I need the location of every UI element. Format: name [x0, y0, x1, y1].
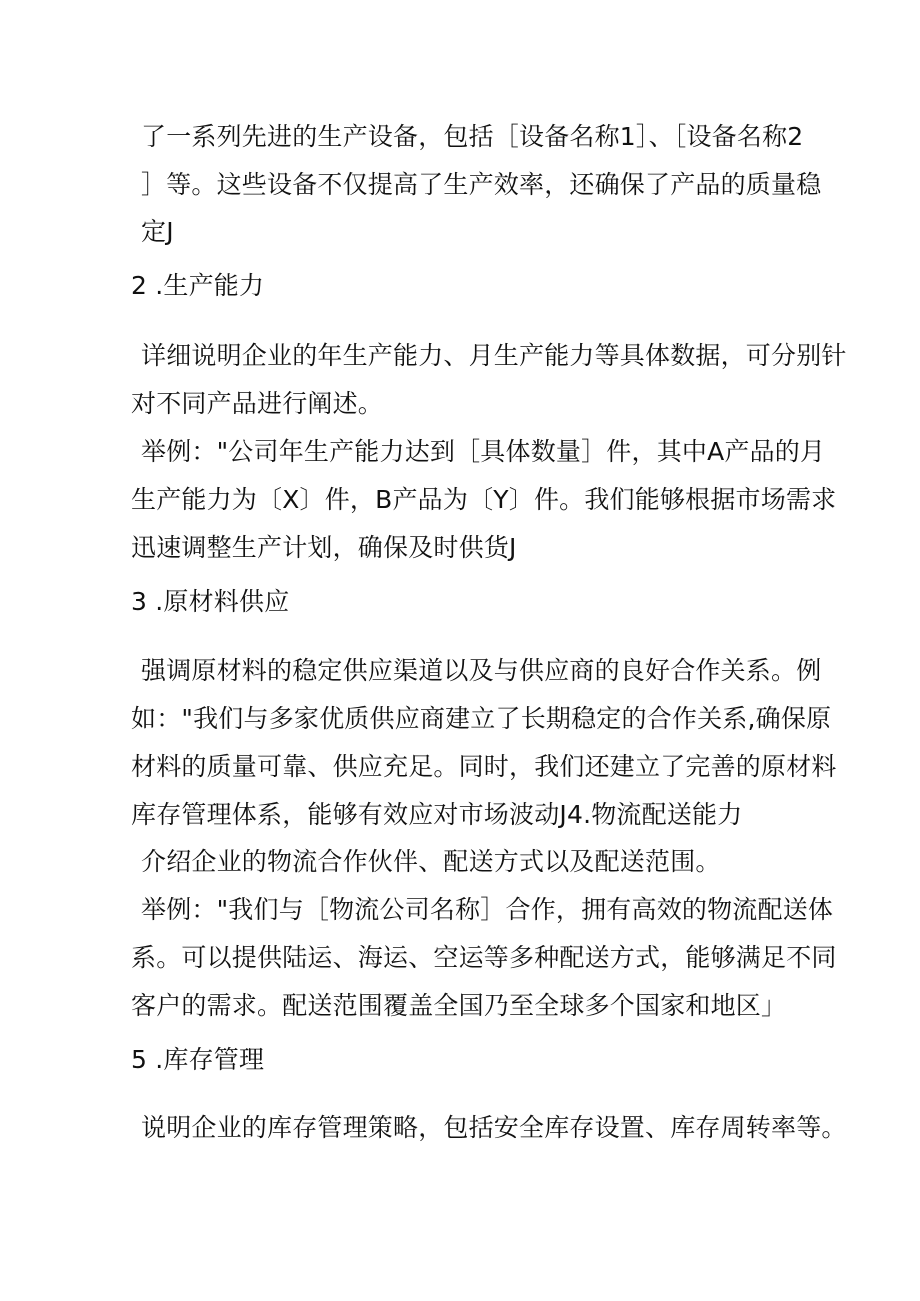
section-heading-inventory: 5 .库存管理 [131, 1045, 265, 1074]
text-line-1: 了一系列先进的生产设备，包括［设备名称1］、［设备名称2 [141, 122, 804, 151]
section-heading-production-capacity: 2 .生产能力 [131, 271, 265, 300]
text-line-15: 介绍企业的物流合作伙伴、配送方式以及配送范围。 [141, 847, 721, 876]
text-line-13: 材料的质量可靠、供应充足。同时，我们还建立了完善的原材料 [131, 752, 837, 781]
text-line-12: 如："我们与多家优质供应商建立了长期稳定的合作关系,确保原 [131, 704, 832, 733]
text-line-8: 生产能力为〔X〕件，B产品为〔Y〕件。我们能够根据市场需求 [131, 485, 837, 514]
text-line-18: 客户的需求。配送范围覆盖全国乃至全球多个国家和地区」 [131, 991, 787, 1020]
text-line-9: 迅速调整生产计划，确保及时供货J [131, 533, 517, 562]
text-line-7: 举例："公司年生产能力达到［具体数量］件，其中A产品的月 [141, 437, 826, 466]
text-line-16: 举例："我们与［物流公司名称］合作，拥有高效的物流配送体 [141, 895, 834, 924]
text-line-17: 系。可以提供陆运、海运、空运等多种配送方式，能够满足不同 [131, 943, 837, 972]
text-line-6: 对不同产品进行阐述。 [131, 389, 384, 418]
text-line-3: 定J [141, 217, 174, 246]
text-line-20: 说明企业的库存管理策略，包括安全库存设置、库存周转率等。 [141, 1113, 847, 1142]
section-heading-raw-materials: 3 .原材料供应 [131, 587, 290, 616]
text-line-5: 详细说明企业的年生产能力、月生产能力等具体数据，可分别针 [141, 341, 847, 370]
text-line-2: ］等。这些设备不仅提高了生产效率，还确保了产品的质量稳 [141, 170, 822, 199]
text-line-14: 库存管理体系，能够有效应对市场波动J4.物流配送能力 [131, 800, 743, 829]
text-line-11: 强调原材料的稳定供应渠道以及与供应商的良好合作关系。例 [141, 656, 822, 685]
